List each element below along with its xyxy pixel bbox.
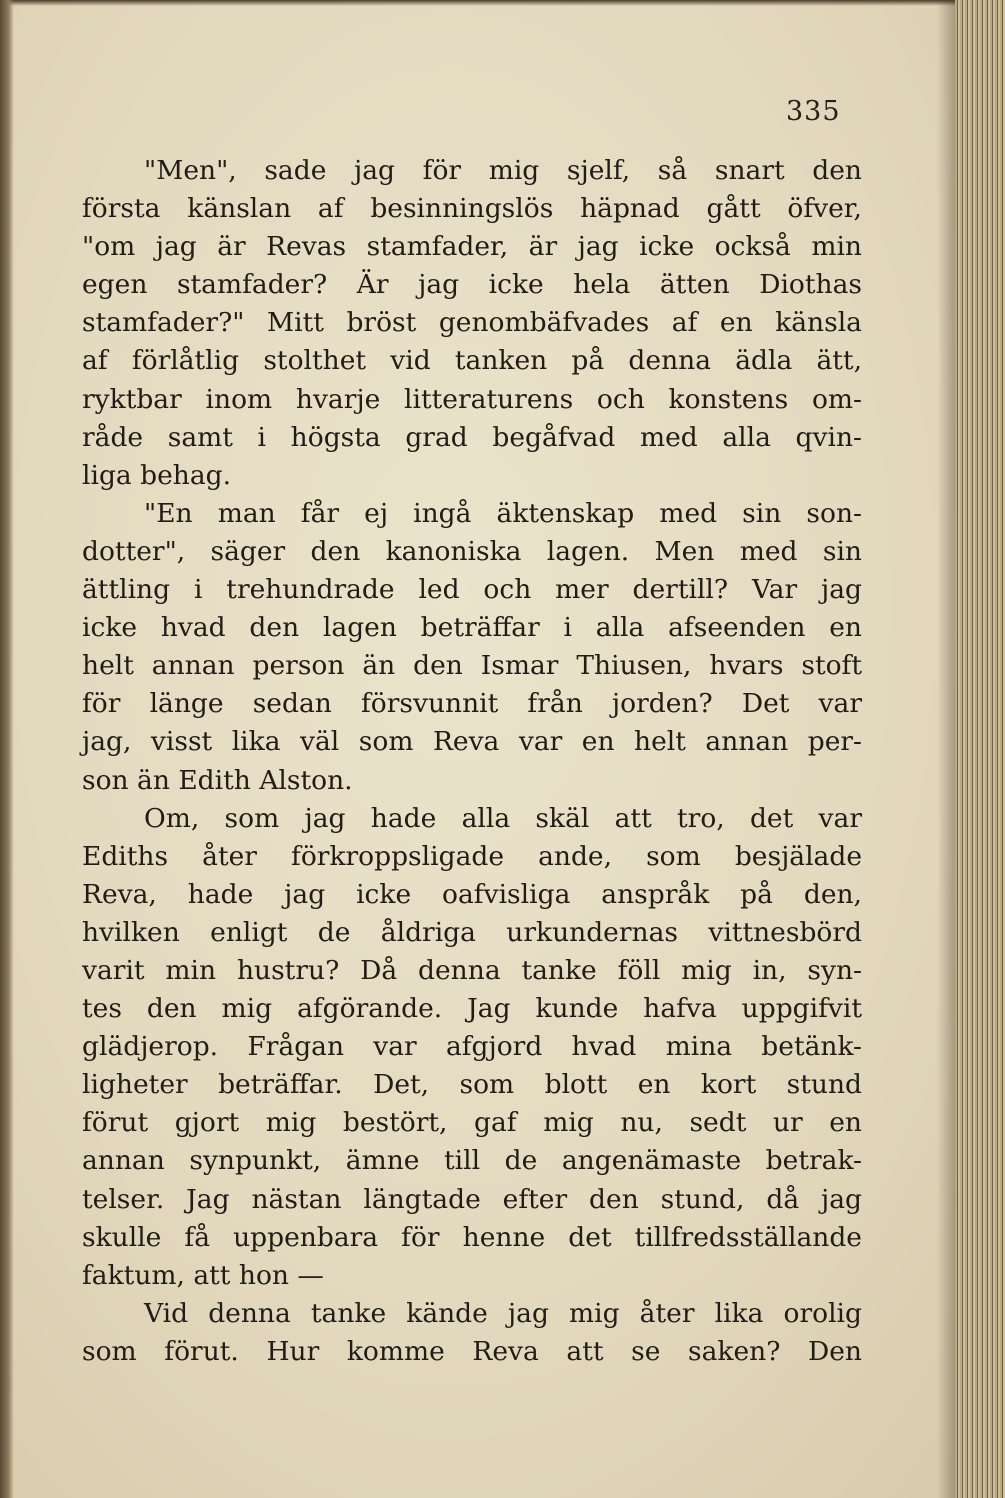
text-line: "Men", sade jag för mig sjelf, så snart den	[144, 155, 862, 186]
text-line: stamfader?" Mitt bröst genombäfvades af en känsla	[82, 307, 862, 339]
text-line: ättling i trehundrade led och mer dertill? Var jag	[82, 574, 862, 606]
text-line: råde samt i högsta grad begåfvad med alla qvin-	[82, 421, 862, 453]
body-text	[82, 152, 862, 1371]
text-line: varit min hustru? Då denna tanke föll mig in, syn-	[82, 954, 862, 986]
text-line: glädjerop. Frågan var afgjord hvad mina betänk-	[82, 1031, 862, 1063]
text-line: af förlåtlig stolthet vid tanken på denna ädla ätt,	[82, 345, 862, 377]
binding-spine	[0, 0, 14, 1498]
text-line: helt annan person än den Ismar Thiusen, hvars stoft	[82, 650, 862, 682]
text-line: ryktbar inom hvarje litteraturens och konstens om-	[82, 383, 862, 415]
text-line: Om, som jag hade alla skäl att tro, det var	[144, 802, 862, 834]
text-line: jag, visst lika väl som Reva var en helt annan per-	[82, 726, 862, 758]
text-line: Vid denna tanke kände jag mig åter lika orolig	[144, 1297, 862, 1329]
text-line: son än Edith Alston.	[82, 764, 353, 796]
text-line: förut gjort mig bestört, gaf mig nu, sedt ur en	[82, 1107, 862, 1139]
text-line: Reva, hade jag icke oafvisliga anspråk på den,	[82, 878, 862, 910]
page-top-edge	[0, 0, 1005, 6]
page-fore-edge	[955, 0, 1005, 1498]
fore-edge-shadow	[937, 0, 955, 1498]
text-line: som förut. Hur komme Reva att se saken? Den	[82, 1335, 862, 1367]
text-line: för länge sedan försvunnit från jorden? Det var	[82, 688, 862, 720]
text-line: annan synpunkt, ämne till de angenämaste betrak-	[82, 1145, 862, 1177]
text-line: icke hvad den lagen beträffar i alla afseenden en	[82, 612, 862, 644]
text-line: liga behag.	[82, 459, 232, 491]
text-line: första känslan af besinningslös häpnad gått öfver,	[82, 193, 862, 225]
text-line: ligheter beträffar. Det, som blott en kort stund	[82, 1069, 862, 1101]
text-line: faktum, att hon —	[82, 1259, 324, 1291]
text-line: hvilken enligt de åldriga urkundernas vittnesbörd	[82, 916, 862, 948]
text-line: telser. Jag nästan längtade efter den stund, då jag	[82, 1183, 862, 1215]
text-line: "En man får ej ingå äktenskap med sin son-	[144, 497, 862, 529]
text-line: Ediths åter förkroppsligade ande, som besjälade	[82, 840, 862, 872]
text-line: skulle få uppenbara för henne det tillfredsställande	[82, 1221, 862, 1253]
text-line: egen stamfader? Är jag icke hela ätten Diothas	[82, 269, 862, 301]
text-line: tes den mig afgörande. Jag kunde hafva uppgifvit	[82, 993, 862, 1025]
page-number: 335	[786, 96, 841, 127]
text-line: "om jag är Revas stamfader, är jag icke också min	[82, 231, 862, 263]
text-line: dotter", säger den kanoniska lagen. Men med sin	[82, 535, 862, 567]
